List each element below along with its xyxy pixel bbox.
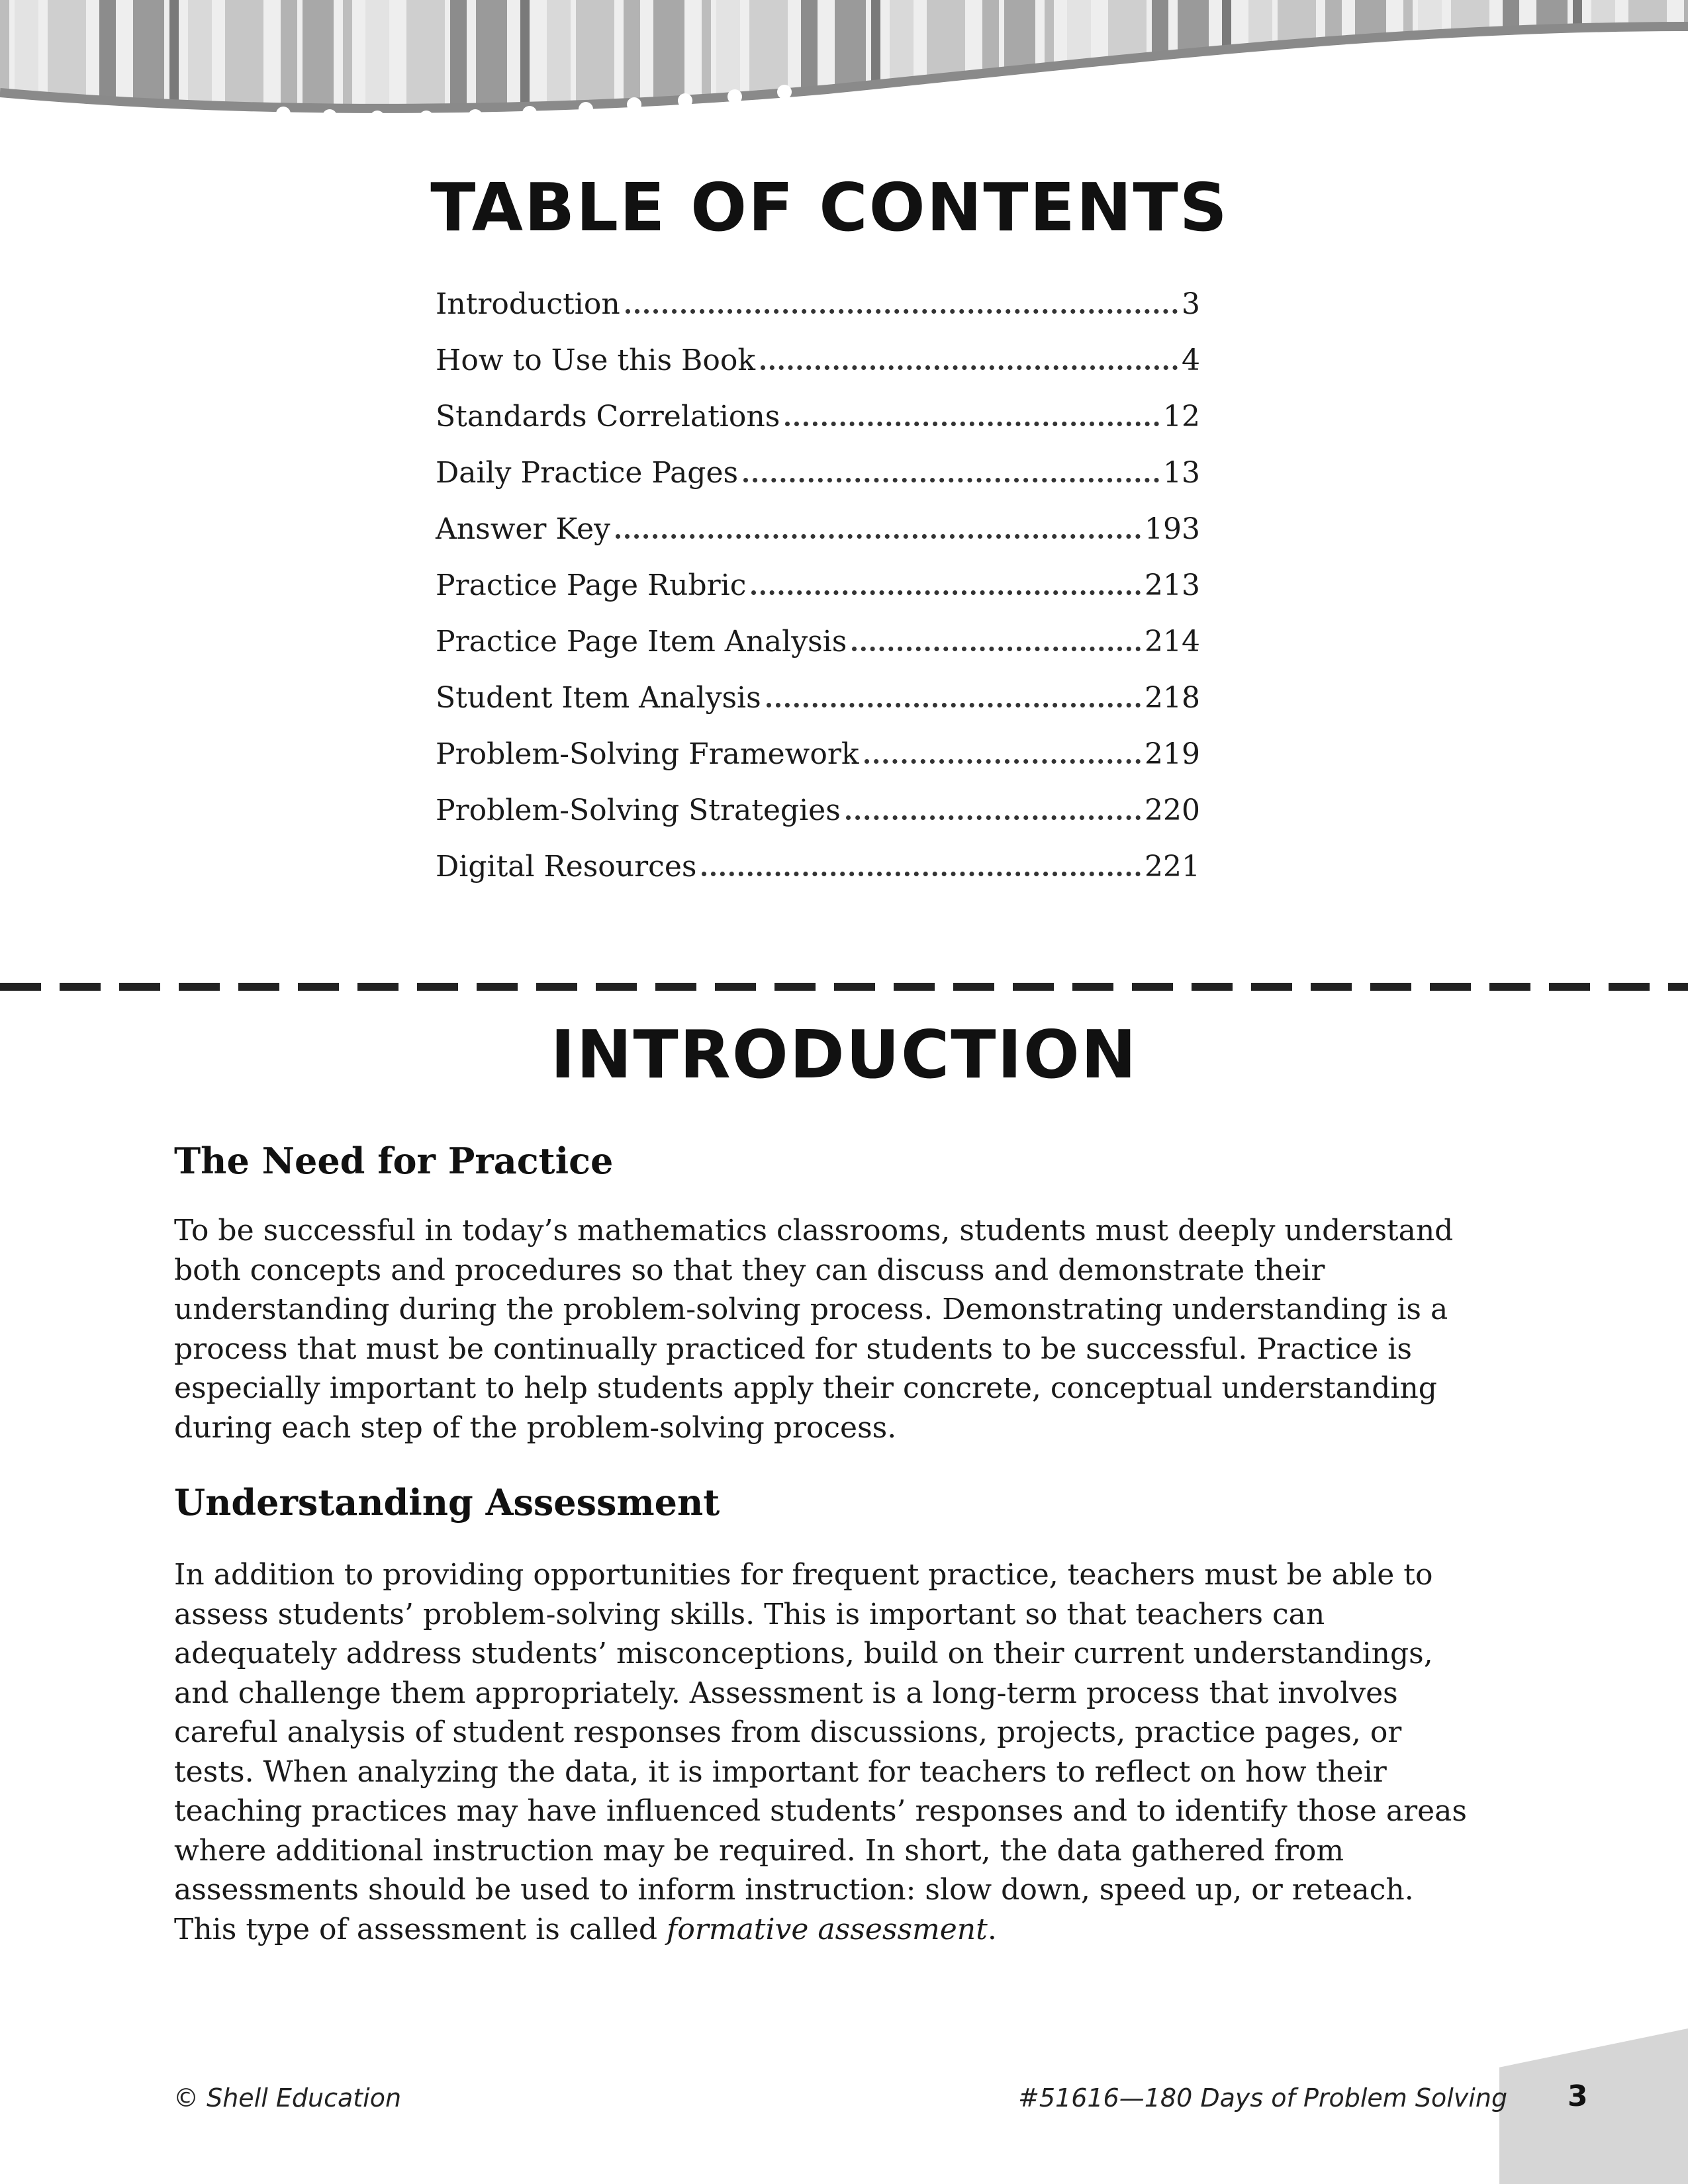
header-stripe: [716, 0, 740, 142]
header-stripe: [133, 0, 164, 142]
header-stripe: [890, 0, 914, 142]
toc-entry: [436, 791, 1200, 847]
header-stripe: [1418, 0, 1442, 142]
toc-dot-leader: [743, 478, 1159, 482]
toc-entry: [436, 285, 1200, 341]
toc-dot-leader: [616, 534, 1141, 539]
toc-entry-page: 4: [1182, 343, 1200, 377]
header-stripe: [702, 0, 711, 142]
header-stripe: [547, 0, 571, 142]
toc-entry-label: Problem-Solving Strategies: [436, 794, 841, 827]
header-stripe: [520, 0, 530, 142]
header-stripe: [99, 0, 116, 142]
toc-entry-label: Problem-Solving Framework: [436, 737, 859, 771]
header-stripe: [653, 0, 684, 142]
section-divider: [0, 983, 1688, 991]
header-stripe: [871, 0, 880, 142]
toc-entry-label: Practice Page Item Analysis: [436, 625, 847, 659]
toc-entry-page: 12: [1163, 400, 1200, 433]
header-stripe-band: [0, 0, 1688, 142]
header-dot: [579, 102, 593, 116]
header-dot: [276, 107, 291, 121]
understanding-assessment-body: [174, 1555, 1472, 1949]
toc-dot-leader: [785, 422, 1159, 426]
header-dot: [678, 93, 692, 108]
header-dot: [419, 111, 434, 125]
toc-entry-page: 220: [1145, 794, 1200, 827]
toc-dot-leader: [852, 647, 1141, 651]
header-stripe: [1222, 0, 1231, 142]
header-stripe: [188, 0, 212, 142]
toc-title: TABLE OF CONTENTS: [430, 169, 1229, 246]
assessment-text: In addition to providing opportunities for frequent practice, teachers must be able to assess students’ problem-solving skills. This is important so that teachers can adequately address students’ misconceptions, build on their current understandings, and challenge them appropriately. Assessment is a long-term process that involves careful analysis of student responses from discussions, projects, practice pages, or tests. When analyzing the data, it is important for teachers to reflect on how their teaching practices may have influenced students’ responses and to identify those areas where additional instruction may be required. In short, the data gathered from assessments should be used to inform instruction: slow down, speed up, or reteach. This type of assessment is called: [174, 1558, 1467, 1946]
toc-entry: [436, 622, 1200, 678]
formative-assessment-term: formative assessment: [667, 1912, 988, 1946]
header-stripe: [1248, 0, 1272, 142]
header-dot: [370, 111, 385, 125]
header-stripe: [169, 0, 179, 142]
header-dot: [468, 109, 483, 124]
footer-copyright: © Shell Education: [173, 2083, 402, 2113]
toc-list: [436, 285, 1200, 903]
toc-entry-page: 213: [1145, 569, 1200, 602]
header-stripe: [1628, 0, 1667, 142]
toc-entry-page: 221: [1145, 850, 1200, 884]
toc-dot-leader: [626, 309, 1178, 314]
toc-entry-label: Daily Practice Pages: [436, 456, 739, 490]
need-for-practice-body: To be successful in today’s mathematics classrooms, students must deeply understand both concepts and procedures so that they can discuss and demonstrate their understanding during the problem-solving process. Demonstrating understanding is a process that must be continually practiced for students to be successful. Practice is especially important to help students apply their concrete, conceptual understanding during each step of the problem-solving process.: [174, 1214, 1454, 1445]
toc-entry: [436, 510, 1200, 566]
toc-entry: [436, 397, 1200, 453]
toc-entry-page: 219: [1145, 737, 1200, 771]
header-stripe: [1108, 0, 1147, 142]
header-stripe: [1451, 0, 1489, 142]
toc-dot-leader: [751, 590, 1141, 595]
toc-entry-label: Standards Correlations: [436, 400, 780, 433]
header-stripe: [1591, 0, 1615, 142]
header-stripe: [15, 0, 38, 142]
page-number-tab: [1499, 2028, 1688, 2184]
header-stripe: [1152, 0, 1168, 142]
header-stripe: [835, 0, 866, 142]
header-stripe: [1325, 0, 1342, 142]
assessment-period: .: [987, 1912, 997, 1946]
header-dot: [627, 97, 641, 112]
header-stripe: [801, 0, 818, 142]
header-stripe: [624, 0, 640, 142]
header-stripe: [1684, 0, 1688, 142]
toc-dot-leader: [846, 815, 1141, 820]
header-stripe: [927, 0, 965, 142]
toc-entry-page: 193: [1145, 512, 1200, 546]
toc-entry-page: 3: [1182, 287, 1200, 321]
header-stripes: [0, 0, 1688, 142]
header-stripe: [48, 0, 86, 142]
toc-entry-label: Digital Resources: [436, 850, 697, 884]
toc-entry-label: Answer Key: [436, 512, 610, 546]
header-stripe: [1403, 0, 1413, 142]
toc-entry: [436, 678, 1200, 735]
need-for-practice-heading: The Need for Practice: [174, 1140, 614, 1182]
understanding-assessment-heading: Understanding Assessment: [174, 1481, 720, 1524]
toc-entry: [436, 566, 1200, 622]
header-stripe: [1503, 0, 1519, 142]
header-stripe: [1536, 0, 1568, 142]
header-stripe: [1067, 0, 1091, 142]
header-stripe: [343, 0, 352, 142]
header-stripe: [1278, 0, 1316, 142]
toc-entry-page: 214: [1145, 625, 1200, 659]
toc-entry: [436, 341, 1200, 397]
header-stripe: [450, 0, 467, 142]
header-dot: [322, 109, 337, 124]
toc-entry-label: Practice Page Rubric: [436, 569, 747, 602]
toc-entry-page: 13: [1163, 456, 1200, 490]
header-dot: [777, 85, 792, 99]
header-stripe: [0, 0, 9, 142]
toc-dot-leader: [865, 759, 1141, 764]
toc-dot-leader: [702, 872, 1141, 876]
header-stripe: [1355, 0, 1386, 142]
toc-entry-label: How to Use this Book: [436, 343, 755, 377]
header-stripe: [749, 0, 788, 142]
footer-book-title: #51616—180 Days of Problem Solving: [1018, 2083, 1508, 2113]
toc-entry-label: Introduction: [436, 287, 620, 321]
header-dot: [522, 106, 537, 120]
intro-title: INTRODUCTION: [550, 1016, 1138, 1093]
toc-entry: [436, 735, 1200, 791]
header-stripe: [1178, 0, 1209, 142]
toc-entry: [436, 847, 1200, 903]
header-stripe: [225, 0, 263, 142]
header-stripe: [576, 0, 614, 142]
page-number: 3: [1568, 2079, 1588, 2113]
toc-entry: [436, 453, 1200, 510]
toc-dot-leader: [761, 365, 1178, 370]
toc-entry-label: Student Item Analysis: [436, 681, 761, 715]
header-stripe: [1573, 0, 1582, 142]
toc-entry-page: 218: [1145, 681, 1200, 715]
header-dot: [727, 89, 742, 104]
toc-dot-leader: [767, 703, 1141, 707]
